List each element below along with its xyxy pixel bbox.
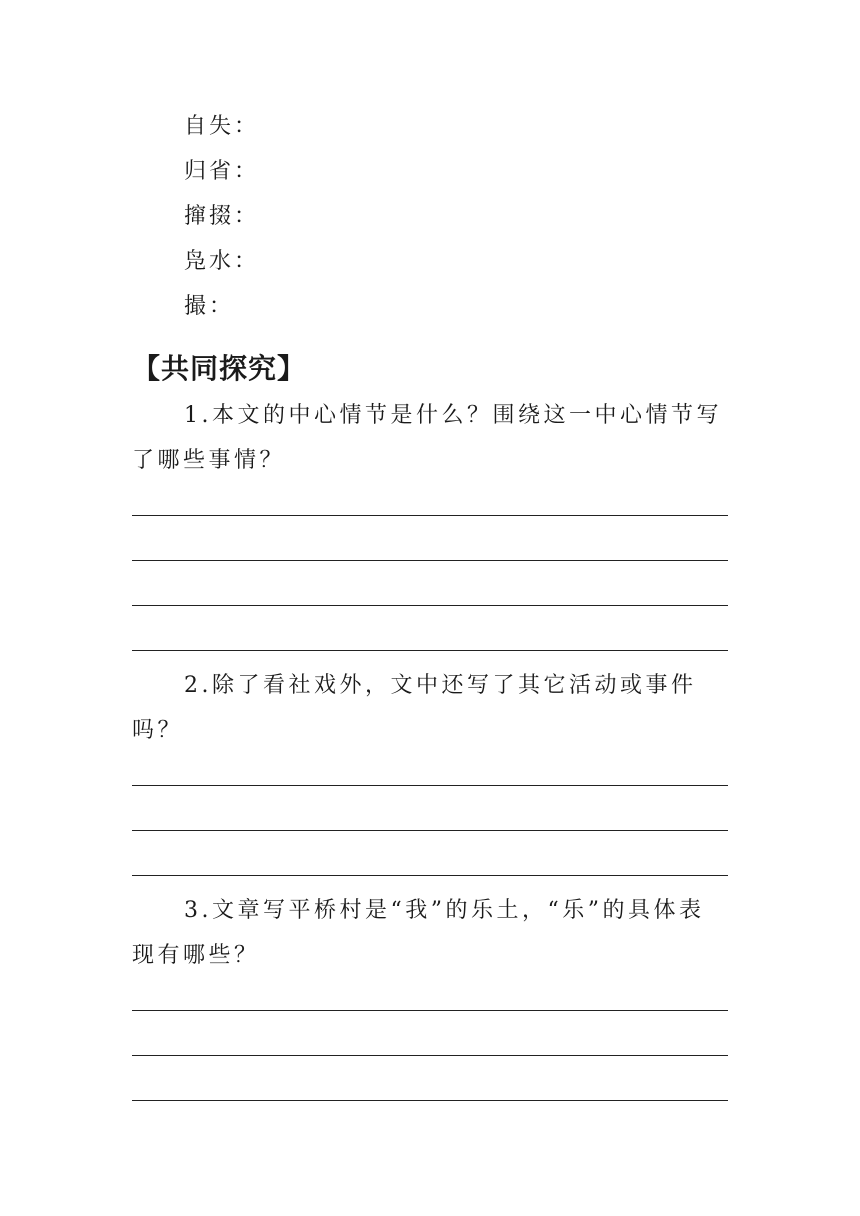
vocab-colon: ：	[209, 294, 235, 319]
vocab-item	[184, 159, 259, 185]
vocab-item	[184, 294, 234, 320]
answer-line[interactable]	[132, 1010, 728, 1011]
question-number: 2.	[184, 673, 212, 698]
vocab-term: 归省	[184, 159, 235, 184]
vocab-colon: ：	[234, 159, 260, 184]
answer-line[interactable]	[132, 1055, 728, 1056]
question-number: 3.	[184, 898, 212, 923]
answer-line[interactable]	[132, 830, 728, 831]
question-1	[132, 393, 728, 483]
question-2	[132, 663, 728, 753]
answer-line[interactable]	[132, 1100, 728, 1101]
vocab-colon: ：	[234, 204, 260, 229]
vocab-term: 撮	[184, 294, 210, 319]
vocab-term: 凫水	[184, 249, 235, 274]
vocab-term: 自失	[184, 114, 235, 139]
vocab-term: 撺掇	[184, 204, 235, 229]
answer-line[interactable]	[132, 515, 728, 516]
question-text: 除了看社戏外，文中还写了其它活动或事件吗？	[132, 673, 697, 743]
question-number: 1.	[184, 403, 212, 428]
vocab-colon: ：	[234, 249, 260, 274]
question-text: 文章写平桥村是“我”的乐土，“乐”的具体表现有哪些？	[132, 898, 705, 968]
vocab-item	[184, 114, 259, 140]
answer-line[interactable]	[132, 650, 728, 651]
answer-line[interactable]	[132, 605, 728, 606]
vocab-colon: ：	[234, 114, 260, 139]
section-heading: 【共同探究】	[132, 352, 307, 385]
answer-line[interactable]	[132, 785, 728, 786]
vocab-item	[184, 249, 259, 275]
vocab-item	[184, 204, 259, 230]
answer-line[interactable]	[132, 560, 728, 561]
question-3	[132, 888, 728, 978]
answer-line[interactable]	[132, 875, 728, 876]
question-text: 本文的中心情节是什么？围绕这一中心情节写了哪些事情？	[132, 403, 723, 473]
